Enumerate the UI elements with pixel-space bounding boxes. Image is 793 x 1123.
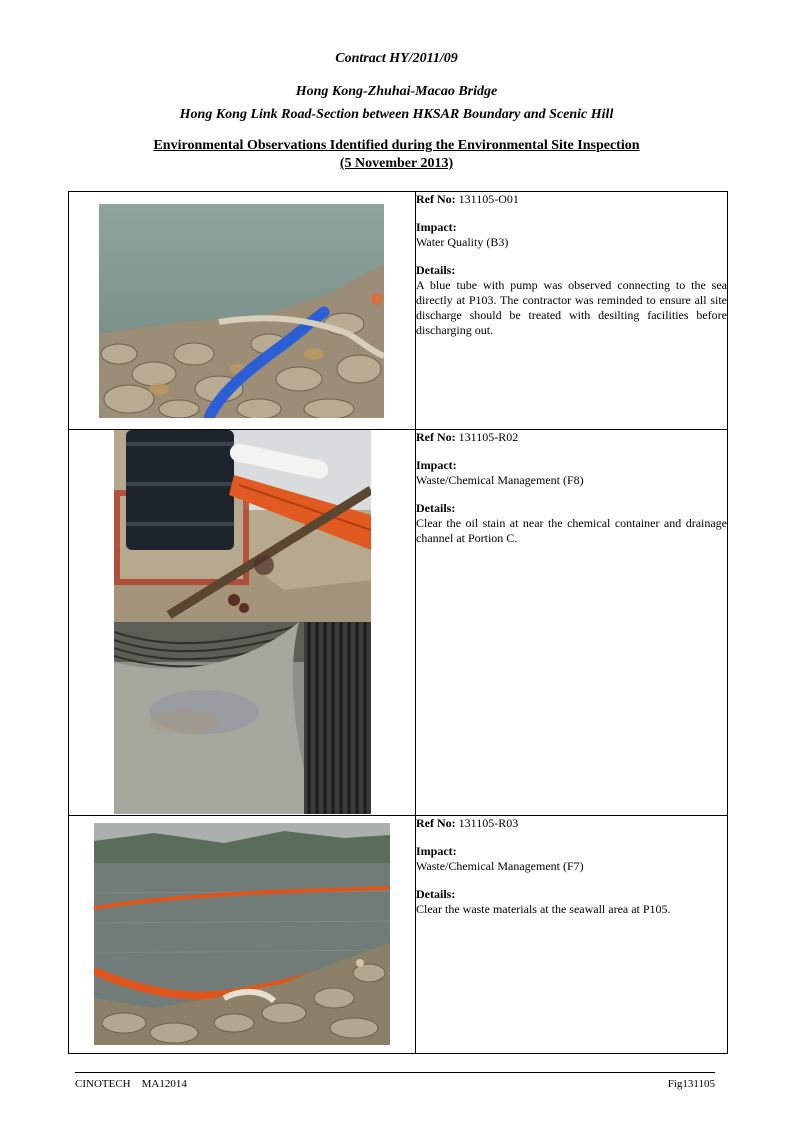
section-title: Hong Kong Link Road-Section between HKSAR Boundary and Scenic Hill — [179, 107, 614, 122]
contract-number: Contract HY/2011/09 — [335, 51, 458, 66]
observation-details-cell — [416, 430, 728, 815]
observation-row — [69, 192, 728, 430]
photo-cell — [69, 815, 416, 1053]
details-label: Details: — [416, 501, 456, 516]
details-text: A blue tube with pump was observed connecting to the sea directly at P103. The contractor was reminded to ensure all site discharge should be treated with desilting facilities before discharging out. — [416, 278, 727, 337]
observation-details-cell — [416, 192, 728, 430]
oil-stain-channel-photo — [114, 622, 371, 814]
ref-label: Ref No: — [416, 815, 456, 830]
observation-row — [69, 815, 728, 1053]
observation-row — [69, 430, 728, 815]
details-text: Clear the waste materials at the seawall area at P105. — [416, 901, 671, 916]
details-label: Details: — [416, 886, 456, 901]
impact-value: Waste/Chemical Management (F7) — [416, 858, 584, 873]
impact-label: Impact: — [416, 458, 457, 473]
seawall-waste-photo — [94, 823, 390, 1045]
ref-label: Ref No: — [416, 192, 456, 206]
ref-line — [416, 430, 727, 445]
footer-divider — [75, 1072, 715, 1073]
ref-label: Ref No: — [416, 430, 456, 445]
chemical-drum-photo — [114, 430, 371, 622]
details-label: Details: — [416, 263, 456, 277]
footer-left: CINOTECH MA12014 — [75, 1078, 187, 1090]
ref-line — [416, 816, 727, 831]
blue-tube-photo — [99, 204, 384, 418]
photo-cell — [69, 192, 416, 430]
ref-number: 131105-R02 — [458, 430, 519, 445]
impact-value: Water Quality (B3) — [416, 235, 509, 249]
observation-details-cell — [416, 815, 728, 1053]
ref-number: 131105-O01 — [458, 192, 519, 206]
impact-label: Impact: — [416, 220, 457, 234]
ref-number: 131105-R03 — [458, 815, 519, 830]
photo-cell — [69, 430, 416, 815]
inspection-date: (5 November 2013) — [339, 156, 454, 171]
details-text: Clear the oil stain at near the chemical container and drainage channel at Portion C. — [416, 516, 727, 546]
observations-table — [68, 191, 728, 1054]
impact-label: Impact: — [416, 843, 457, 858]
project-title: Hong Kong-Zhuhai-Macao Bridge — [295, 84, 498, 99]
ref-line — [416, 192, 727, 207]
document-title: Environmental Observations Identified during the Environmental Site Inspection — [153, 138, 640, 153]
footer-figure-number: Fig131105 — [667, 1078, 715, 1090]
impact-value: Waste/Chemical Management (F8) — [416, 473, 584, 488]
